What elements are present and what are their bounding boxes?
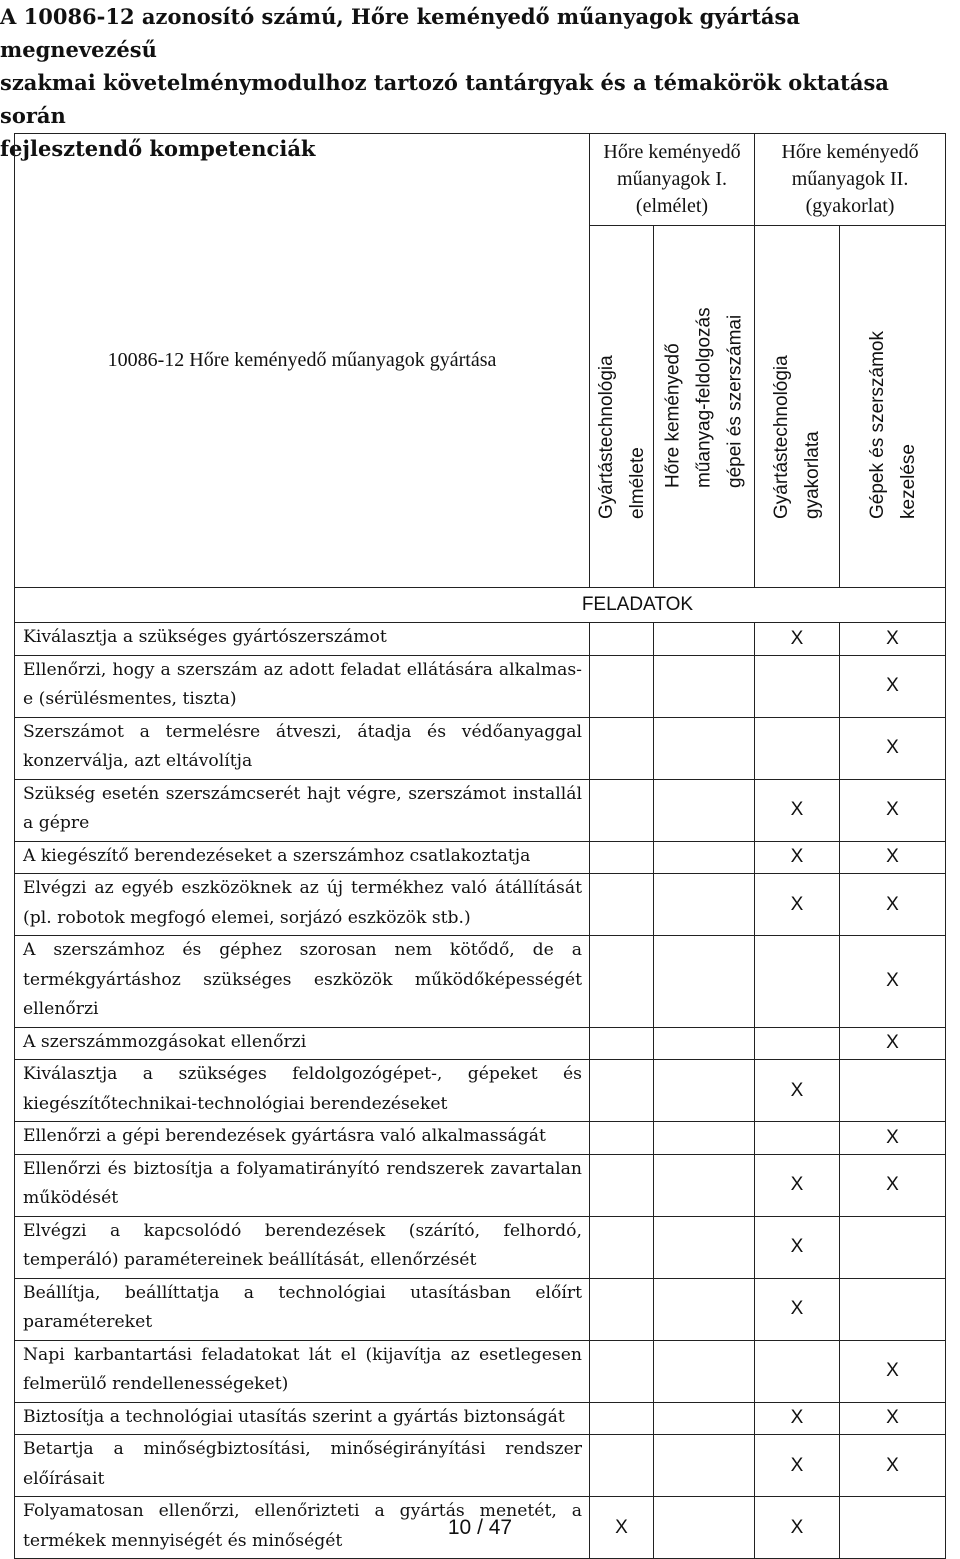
mark-cell — [654, 1435, 755, 1497]
mark-cell: X — [755, 841, 840, 874]
task-text: Szükség esetén szerszámcserét hajt végre, szerszámot installál a gépre — [15, 779, 590, 841]
task-text: Folyamatosan ellenőrzi, ellenőrizteti a gyártás menetét, a termékek mennyiségét és minőségét — [15, 1497, 590, 1559]
task-text: Ellenőrzi a gépi berendezések gyártásra való alkalmasságát — [15, 1122, 590, 1155]
mark-cell — [654, 1027, 755, 1060]
table-row — [15, 874, 946, 936]
mark-cell — [590, 1154, 654, 1216]
mark-cell: X — [840, 1154, 946, 1216]
mark-cell — [590, 1435, 654, 1497]
mark-cell: X — [755, 623, 840, 656]
section-row — [15, 588, 946, 623]
topic-header: Gépek és szerszámok kezelése — [840, 226, 946, 588]
mark-cell: X — [840, 1027, 946, 1060]
mark-cell — [755, 1122, 840, 1155]
title-line: szakmai követelménymodulhoz tartozó tantárgyak és a témakörök oktatása során — [0, 70, 889, 128]
mark-cell — [590, 1278, 654, 1340]
table-row — [15, 1122, 946, 1155]
subject-group-theory: Hőre keményedő műanyagok I. (elmélet) — [590, 134, 755, 226]
mark-cell — [755, 936, 840, 1028]
mark-cell — [590, 1402, 654, 1435]
mark-cell — [590, 1027, 654, 1060]
mark-cell — [654, 1154, 755, 1216]
mark-cell — [654, 936, 755, 1028]
mark-cell — [654, 1122, 755, 1155]
mark-cell — [840, 1216, 946, 1278]
table-row — [15, 1027, 946, 1060]
table-row — [15, 623, 946, 656]
mark-cell: X — [840, 655, 946, 717]
mark-cell: X — [840, 936, 946, 1028]
mark-cell: X — [840, 623, 946, 656]
mark-cell: X — [755, 1402, 840, 1435]
competency-table — [14, 133, 946, 1559]
mark-cell: X — [840, 874, 946, 936]
task-text: A kiegészítő berendezéseket a szerszámhoz csatlakoztatja — [15, 841, 590, 874]
task-text: Ellenőrzi és biztosítja a folyamatirányító rendszerek zavartalan működését — [15, 1154, 590, 1216]
task-text: Ellenőrzi, hogy a szerszám az adott feladat ellátására alkalmas-e (sérülésmentes, tiszta) — [15, 655, 590, 717]
topic-header: Gyártástechnológia elmélete — [590, 226, 654, 588]
task-text: Napi karbantartási feladatokat lát el (kijavítja az esetlegesen felmerülő rendellenességeket) — [15, 1340, 590, 1402]
mark-cell: X — [840, 1340, 946, 1402]
mark-cell: X — [755, 1154, 840, 1216]
mark-cell: X — [755, 1278, 840, 1340]
mark-cell — [654, 655, 755, 717]
mark-cell — [840, 1060, 946, 1122]
mark-cell: X — [590, 1497, 654, 1559]
mark-cell: X — [840, 1435, 946, 1497]
mark-cell — [654, 874, 755, 936]
mark-cell: X — [840, 1122, 946, 1155]
table-row — [15, 1060, 946, 1122]
task-text: Beállítja, beállíttatja a technológiai utasításban előírt paramétereket — [15, 1278, 590, 1340]
mark-cell: X — [755, 1435, 840, 1497]
table-row — [15, 1278, 946, 1340]
table-row — [15, 655, 946, 717]
mark-cell — [590, 1122, 654, 1155]
mark-cell — [590, 623, 654, 656]
task-text: Betartja a minőségbiztosítási, minőségirányítási rendszer előírásait — [15, 1435, 590, 1497]
mark-cell — [654, 1340, 755, 1402]
mark-cell — [654, 717, 755, 779]
table-row — [15, 1340, 946, 1402]
mark-cell: X — [755, 1216, 840, 1278]
title-line: fejlesztendő kompetenciák — [0, 136, 316, 161]
mark-cell — [755, 1340, 840, 1402]
topic-header: Gyártástechnológia gyakorlata — [755, 226, 840, 588]
table-row — [15, 1435, 946, 1497]
task-text: Elvégzi az egyéb eszközöknek az új termékhez való átállítását (pl. robotok megfogó elemei, sorjázó eszközök stb.) — [15, 874, 590, 936]
table-row — [15, 1154, 946, 1216]
task-text: Elvégzi a kapcsolódó berendezések (szárító, felhordó, temperáló) paramétereinek beállítását, ellenőrzését — [15, 1216, 590, 1278]
mark-cell — [654, 779, 755, 841]
task-text: A szerszámhoz és géphez szorosan nem kötődő, de a termékgyártáshoz szükséges eszközök működőképességét ellenőrzi — [15, 936, 590, 1028]
mark-cell: X — [840, 841, 946, 874]
mark-cell — [654, 1402, 755, 1435]
mark-cell — [755, 655, 840, 717]
title-line: A 10086-12 azonosító számú, Hőre keményedő műanyagok gyártása megnevezésű — [0, 4, 800, 62]
subject-group-practice: Hőre keményedő műanyagok II. (gyakorlat) — [755, 134, 946, 226]
module-name: 10086-12 Hőre keményedő műanyagok gyártása — [15, 134, 590, 588]
mark-cell: X — [755, 779, 840, 841]
mark-cell — [755, 717, 840, 779]
mark-cell: X — [840, 779, 946, 841]
mark-cell: X — [840, 1402, 946, 1435]
mark-cell — [654, 841, 755, 874]
task-text: Kiválasztja a szükséges feldolgozógépet-, gépeket és kiegészítőtechnikai-technológiai berendezéseket — [15, 1060, 590, 1122]
task-text: Kiválasztja a szükséges gyártószerszámot — [15, 623, 590, 656]
mark-cell: X — [840, 717, 946, 779]
mark-cell — [654, 1060, 755, 1122]
mark-cell — [590, 779, 654, 841]
task-text: A szerszámmozgásokat ellenőrzi — [15, 1027, 590, 1060]
mark-cell — [840, 1278, 946, 1340]
task-text: Biztosítja a technológiai utasítás szerint a gyártás biztonságát — [15, 1402, 590, 1435]
page-number: 10 / 47 — [447, 1516, 513, 1539]
mark-cell — [654, 1216, 755, 1278]
mark-cell: X — [755, 1060, 840, 1122]
mark-cell — [590, 874, 654, 936]
table-row — [15, 841, 946, 874]
mark-cell — [590, 1060, 654, 1122]
mark-cell — [590, 841, 654, 874]
mark-cell — [654, 623, 755, 656]
table-row — [15, 1402, 946, 1435]
subject-header-row — [15, 134, 946, 226]
mark-cell — [590, 655, 654, 717]
section-label: FELADATOK — [15, 588, 946, 623]
table-row — [15, 779, 946, 841]
mark-cell: X — [755, 1497, 840, 1559]
table-row — [15, 1216, 946, 1278]
mark-cell — [590, 1216, 654, 1278]
mark-cell: X — [755, 874, 840, 936]
mark-cell — [590, 717, 654, 779]
mark-cell — [654, 1278, 755, 1340]
mark-cell — [755, 1027, 840, 1060]
mark-cell — [590, 936, 654, 1028]
table-row — [15, 936, 946, 1028]
table-row — [15, 717, 946, 779]
mark-cell — [590, 1340, 654, 1402]
topic-header: Hőre keményedő műanyag-feldolgozás gépei és szerszámai — [654, 226, 755, 588]
task-text: Szerszámot a termelésre átveszi, átadja és védőanyaggal konzerválja, azt eltávolítja — [15, 717, 590, 779]
